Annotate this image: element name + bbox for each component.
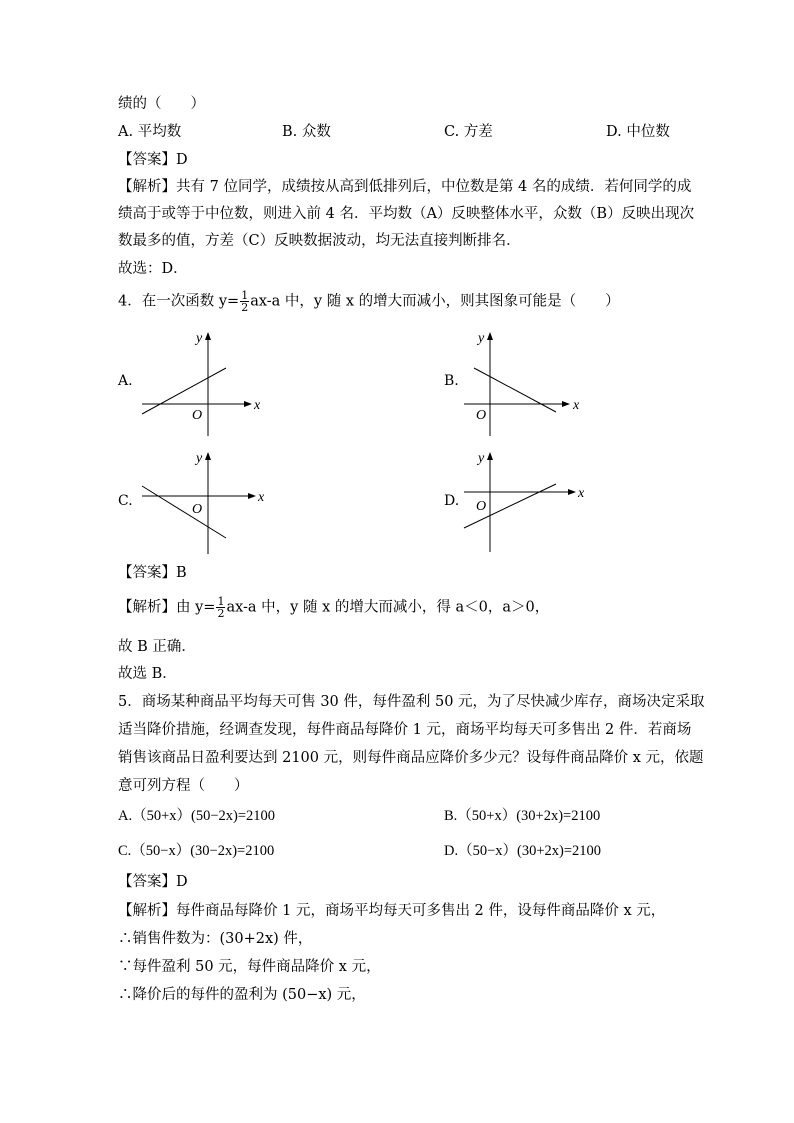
function-line xyxy=(142,486,226,538)
q5-option-b: B.（50+x）(30+2x)=2100 xyxy=(444,808,601,824)
q3-option-b: B. 众数 xyxy=(282,124,331,140)
q4-correct: 故 B 正确． xyxy=(118,639,196,655)
x-label: x xyxy=(258,490,265,505)
q5-stem-line-1: 5．商场某种商品平均每天可售 30 件，每件盈利 50 元，为了尽快减少库存，商场决定采取 xyxy=(118,694,705,710)
q4-conclusion: 故选 B． xyxy=(118,666,177,682)
x-label: x xyxy=(254,398,261,413)
q5-stem-line-2: 适当降价措施，经调查发现，每件商品每降价 1 元，商场平均每天可多售出 2 件．若商场 xyxy=(118,722,692,738)
origin-label: O xyxy=(476,499,487,514)
q3-option-c: C. 方差 xyxy=(444,124,493,140)
q5-analysis-line-2: ∴销售件数为：(30+2x) 件， xyxy=(118,931,313,947)
q4-frac-num: 1 xyxy=(241,289,249,302)
q4-frac-den: 2 xyxy=(241,301,249,314)
y-label: y xyxy=(478,451,485,466)
q4-stem-post: ax-a 中，y 随 x 的增大而减小，则其图象可能是（ ） xyxy=(250,293,620,310)
q3-option-d: D. 中位数 xyxy=(606,124,670,140)
origin-label: O xyxy=(192,408,203,423)
q4-answer: 【答案】B xyxy=(118,565,187,581)
q4-stem-fraction xyxy=(240,290,249,313)
function-line xyxy=(142,368,226,414)
x-label: x xyxy=(573,398,580,413)
q5-option-a: A.（50+x）(50−2x)=2100 xyxy=(118,808,276,824)
q3-analysis-line-2: 绩高于或等于中位数，则进入前 4 名．平均数（A）反映整体水平，众数（B）反映出现次 xyxy=(118,206,695,222)
q5-analysis-line-3: ∵每件盈利 50 元，每件商品降价 x 元， xyxy=(118,959,381,975)
q4-option-d-label: D. xyxy=(444,493,460,509)
x-axis-arrow xyxy=(562,401,570,407)
q5-option-c: C.（50−x）(30−2x)=2100 xyxy=(118,843,275,859)
function-line xyxy=(474,368,556,412)
q5-answer: 【答案】D xyxy=(118,874,188,890)
q4-analysis-post: ax-a 中，y 随 x 的增大而减小，得 a＜0，a＞0， xyxy=(226,599,550,616)
q3-answer: 【答案】D xyxy=(118,152,188,168)
q4-option-a-label: A. xyxy=(118,373,133,389)
q4-analysis-fraction xyxy=(216,596,225,619)
y-label: y xyxy=(478,331,485,346)
q4-analysis xyxy=(118,596,549,619)
q4-analysis-pre: 【解析】由 y= xyxy=(118,599,216,616)
q4-analysis-frac-num: 1 xyxy=(217,595,225,608)
q5-option-d: D.（50−x）(30+2x)=2100 xyxy=(444,843,602,859)
q4-option-c-label: C. xyxy=(118,493,133,509)
origin-label: O xyxy=(476,408,487,423)
q5-stem-line-3: 销售该商品日盈利要达到 2100 元，则每件商品应降价多少元？设每件商品降价 x 元，依题 xyxy=(118,750,704,766)
x-axis-arrow xyxy=(248,493,256,499)
q3-analysis-line-3: 数最多的值，方差（C）反映数据波动，均无法直接判断排名． xyxy=(118,233,521,249)
origin-label: O xyxy=(192,502,203,517)
q4-stem-pre: 4．在一次函数 y= xyxy=(118,293,240,310)
q4-stem xyxy=(118,290,620,313)
q3-stem-end: 绩的（ ） xyxy=(118,96,205,112)
q3-option-a: A. 平均数 xyxy=(118,124,182,140)
q4-analysis-frac-den: 2 xyxy=(217,607,225,620)
q4-option-b-label: B. xyxy=(444,373,459,389)
y-axis-arrow xyxy=(487,452,493,460)
q5-stem-line-4: 意可列方程（ ） xyxy=(118,778,249,794)
q4-graph-c xyxy=(134,446,270,558)
q5-analysis-line-1: 【解析】每件商品每降价 1 元，商场平均每天可多售出 2 件，设每件商品降价 x 元， xyxy=(118,903,666,919)
x-label: x xyxy=(578,486,585,501)
q4-graph-a xyxy=(134,326,270,438)
y-axis-arrow xyxy=(487,332,493,340)
q5-analysis-line-4: ∴降价后的每件的盈利为 (50−x) 元， xyxy=(118,987,366,1003)
y-axis-arrow xyxy=(205,332,211,340)
y-axis-arrow xyxy=(205,452,211,460)
q4-graph-b xyxy=(460,326,590,438)
q4-graph-d xyxy=(460,446,590,558)
y-label: y xyxy=(196,331,203,346)
y-label: y xyxy=(196,451,203,466)
q3-analysis-line-1: 【解析】共有 7 位同学，成绩按从高到低排列后，中位数是第 4 名的成绩．若何同学的成 xyxy=(118,179,692,195)
q3-conclusion: 故选：D． xyxy=(118,261,188,277)
x-axis-arrow xyxy=(568,489,576,495)
x-axis-arrow xyxy=(244,401,252,407)
